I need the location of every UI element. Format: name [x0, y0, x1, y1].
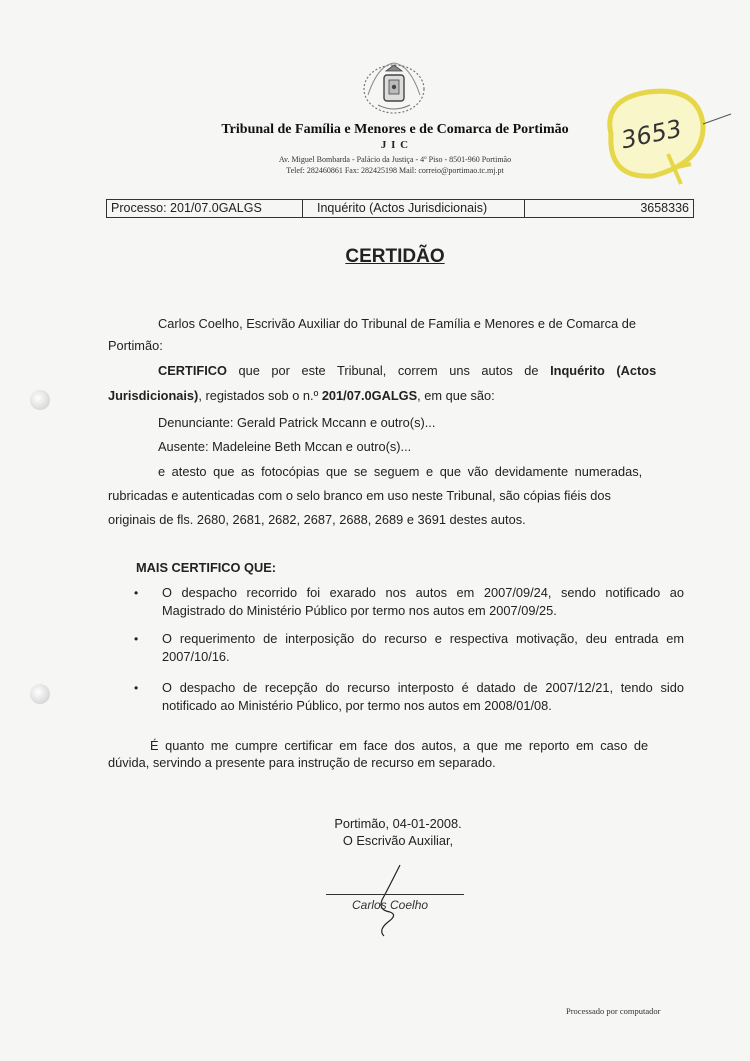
attest-line: rubricadas e autenticadas com o selo branco em uso neste Tribunal, são cópias fiéis dos [108, 488, 611, 503]
footer-note: Processado por computador [566, 1006, 661, 1016]
attest-line: e atesto que as fotocópias que se seguem e que vão devidamente numeradas, [158, 464, 643, 479]
court-name: Tribunal de Família e Menores e de Comarca de Portimão [221, 122, 569, 137]
certifico-label: CERTIFICO [158, 363, 227, 378]
process-kind: Inquérito (Actos [550, 363, 657, 378]
closing-line: dúvida, servindo a presente para instrução de recurso em separado. [108, 755, 496, 770]
punch-hole [30, 390, 50, 410]
intro-line: Carlos Coelho, Escrivão Auxiliar do Tribunal de Família e Menores e de Comarca de [158, 316, 636, 331]
signer-name: Carlos Coelho [352, 898, 429, 912]
punch-hole [30, 684, 50, 704]
process-reference: 3658336 [640, 201, 689, 215]
court-unit: J I C [380, 139, 410, 151]
signature-line [326, 894, 464, 895]
bullet-marker: • [134, 632, 139, 646]
coat-of-arms-emblem [358, 55, 430, 117]
handwritten-number: 3653 [618, 114, 685, 155]
parties-intro: , em que são: [417, 388, 495, 403]
document-title: CERTIDÃO [345, 246, 445, 267]
bullet-marker: • [134, 681, 139, 695]
court-address: Av. Miguel Bombarda - Palácio da Justiça - 4º Piso - 8501-960 Portimão [278, 155, 512, 164]
registered-text: , registados sob o n.º [198, 388, 322, 403]
certified-item: O despacho de recepção do recurso interposto é datado de 2007/12/21, tendo sido notificado ao Ministério Público, por termo nos autos em 2008/01/08. [162, 680, 684, 713]
complainant: Denunciante: Gerald Patrick Mccann e outro(s)... [158, 415, 436, 430]
attest-line: originais de fls. 2680, 2681, 2682, 2687, 2688, 2689 e 3691 destes autos. [108, 512, 526, 527]
certified-item: O despacho recorrido foi exarado nos autos em 2007/09/24, sendo notificado ao Magistrado do Ministério Público por termo nos autos em 2007/09/25. [162, 585, 684, 618]
more-certifies-heading: MAIS CERTIFICO QUE: [136, 560, 277, 575]
certifico-line-2 [108, 383, 495, 408]
place-date: Portimão, 04-01-2008. [334, 816, 462, 831]
process-number: Processo: 201/07.0GALGS [107, 200, 303, 217]
signer-role: O Escrivão Auxiliar, [342, 833, 454, 848]
bullet-marker: • [134, 586, 139, 600]
certifico-text: que por este Tribunal, correm uns autos de [226, 363, 551, 378]
process-info-box [106, 199, 694, 218]
process-kind-cont: Jurisdicionais) [108, 388, 199, 403]
handwritten-page-number [593, 84, 733, 194]
certifico-line [158, 358, 682, 383]
intro-line: Portimão: [108, 338, 163, 353]
absent-party: Ausente: Madeleine Beth Mccan e outro(s)... [158, 439, 412, 454]
registered-number: 201/07.0GALGS [321, 388, 418, 403]
closing-line: É quanto me cumpre certificar em face dos autos, a que me reporto em caso de [150, 738, 649, 753]
signature-block [318, 815, 478, 849]
court-contacts: Telef: 282460861 Fax: 282425198 Mail: correio@portimao.tc.mj.pt [286, 166, 504, 175]
process-type: Inquérito (Actos Jurisdicionais) [303, 200, 525, 217]
certified-item: O requerimento de interposição do recurso e respectiva motivação, deu entrada em 2007/10/16. [162, 631, 684, 664]
